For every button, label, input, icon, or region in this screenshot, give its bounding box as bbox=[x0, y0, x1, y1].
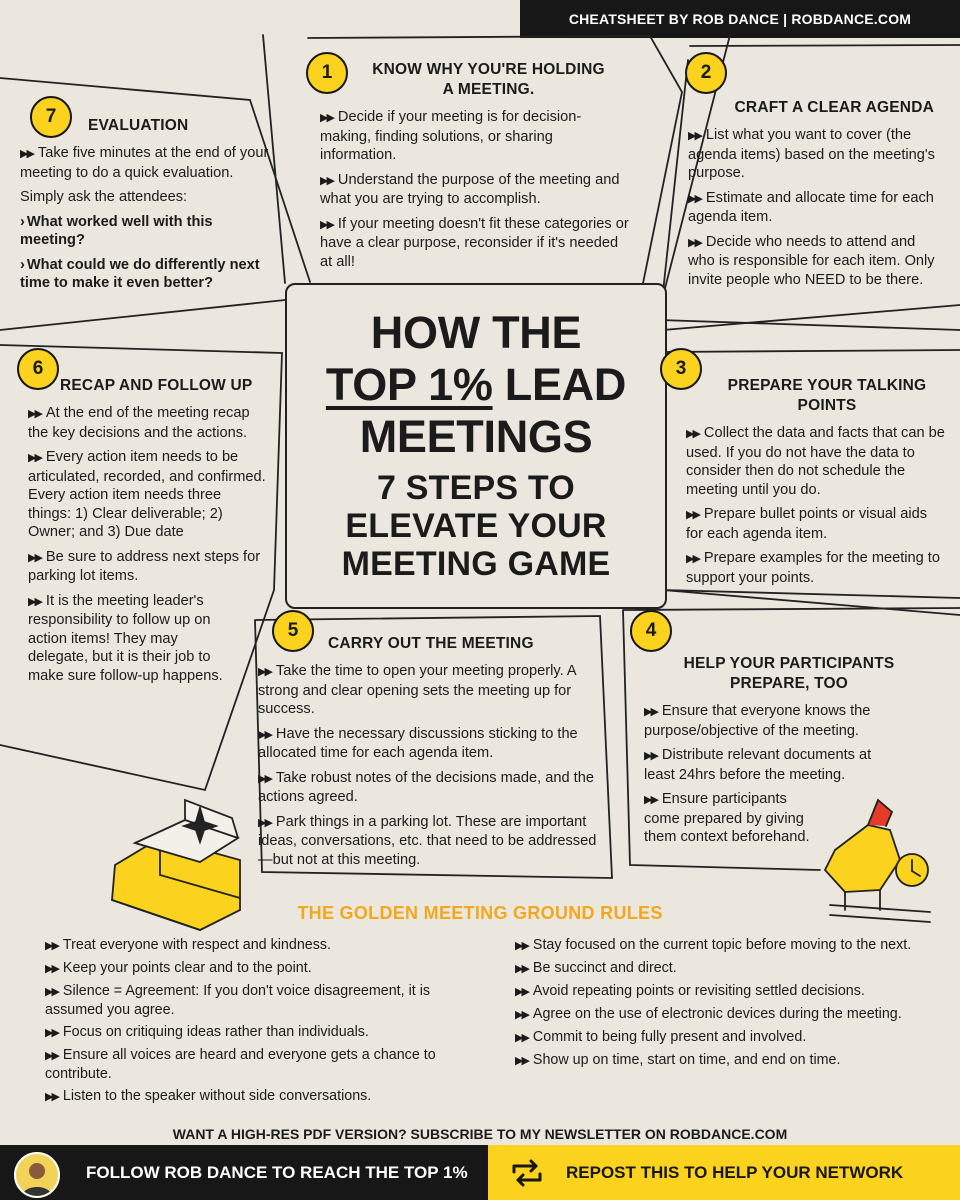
step-1-heading bbox=[320, 60, 632, 100]
fast-forward-icon: ▶▶ bbox=[320, 218, 333, 231]
step-3-heading bbox=[686, 376, 948, 416]
step-7-item bbox=[20, 144, 270, 182]
line-s2-s3 bbox=[663, 305, 960, 330]
fast-forward-icon: ▶▶ bbox=[515, 963, 528, 975]
step-2-number: 2 bbox=[700, 62, 712, 83]
subtitle-line1: 7 STEPS TO bbox=[377, 469, 575, 507]
step-2-item bbox=[688, 126, 946, 183]
fast-forward-icon: ▶▶ bbox=[644, 706, 657, 718]
line-s7-s6 bbox=[0, 300, 285, 330]
step-6-item bbox=[28, 448, 268, 542]
subtitle-line2: ELEVATE YOUR bbox=[345, 507, 607, 545]
header-text: CHEATSHEET BY ROB DANCE | ROBDANCE.COM bbox=[568, 11, 912, 27]
step-4-heading-line1: HELP YOUR PARTICIPANTS bbox=[683, 655, 895, 672]
newsletter-cta[interactable]: WANT A HIGH-RES PDF VERSION? SUBSCRIBE TO MY NEWSLETTER ON ROBDANCE.COM bbox=[172, 1126, 788, 1142]
step-5-number: 5 bbox=[287, 620, 299, 641]
fast-forward-icon: ▶▶ bbox=[686, 428, 699, 440]
rule-item bbox=[515, 1051, 915, 1070]
fast-forward-icon: ▶▶ bbox=[686, 553, 699, 565]
avatar bbox=[14, 1152, 60, 1198]
rule-text: Show up on time, start on time, and end on time. bbox=[532, 1052, 841, 1068]
subtitle-line3: MEETING GAME bbox=[341, 545, 611, 583]
chevron-right-icon: › bbox=[20, 256, 25, 273]
step-4-item-text: Ensure participants come prepared by giving them context beforehand. bbox=[644, 791, 810, 845]
fast-forward-icon: ▶▶ bbox=[515, 986, 528, 998]
step-3-heading-line2: POINTS bbox=[797, 397, 857, 414]
step-1-item-text: Decide if your meeting is for decision-making, finding solutions, or sharing information. bbox=[320, 109, 582, 163]
rule-item bbox=[45, 936, 465, 955]
step-6-item-text: Be sure to address next steps for parking lot items. bbox=[28, 548, 261, 584]
rule-text: Treat everyone with respect and kindness. bbox=[62, 937, 331, 953]
step-5-card bbox=[258, 634, 602, 875]
step-5-item bbox=[258, 813, 602, 870]
step-1-heading-line1: KNOW WHY YOU'RE HOLDING bbox=[372, 61, 605, 78]
step-3-item bbox=[686, 424, 948, 499]
step-7-number: 7 bbox=[45, 106, 57, 127]
step-3-item-text: Prepare bullet points or visual aids for each agenda item. bbox=[686, 506, 928, 542]
step-2-badge bbox=[685, 52, 727, 94]
fast-forward-icon: ▶▶ bbox=[28, 595, 41, 608]
step-4-badge bbox=[630, 610, 672, 652]
step-6-item bbox=[28, 404, 268, 442]
step-2-item-text: List what you want to cover (the agenda items) based on the meeting's purpose. bbox=[688, 127, 935, 181]
fast-forward-icon: ▶▶ bbox=[515, 1055, 528, 1067]
step-4-item bbox=[644, 790, 824, 847]
fast-forward-icon: ▶▶ bbox=[686, 509, 699, 521]
step-6-item bbox=[28, 592, 238, 686]
step-4-number: 4 bbox=[645, 620, 657, 641]
fast-forward-icon: ▶▶ bbox=[515, 1009, 528, 1021]
main-title bbox=[287, 307, 665, 463]
step-6-heading: RECAP AND FOLLOW UP bbox=[60, 377, 253, 394]
step-4-item bbox=[644, 746, 904, 784]
fast-forward-icon: ▶▶ bbox=[688, 236, 701, 249]
step-1-item-text: Understand the purpose of the meeting and what you are trying to accomplish. bbox=[320, 171, 620, 207]
title-underlined: TOP 1% bbox=[325, 359, 493, 410]
step-5-item bbox=[258, 725, 602, 763]
step-7-question bbox=[20, 213, 270, 250]
step-3-item bbox=[686, 505, 948, 543]
rule-item bbox=[45, 1023, 465, 1042]
fast-forward-icon: ▶▶ bbox=[258, 772, 271, 785]
rule-text: Agree on the use of electronic devices during the meeting. bbox=[532, 1006, 902, 1022]
rules-right-column bbox=[515, 936, 915, 1074]
step-7-question bbox=[20, 256, 270, 293]
title-line2-rest: LEAD bbox=[504, 359, 627, 410]
step-5-item-text: Take the time to open your meeting properly. A strong and clear opening sets the meeting up for success. bbox=[258, 663, 576, 717]
fast-forward-icon: ▶▶ bbox=[688, 192, 701, 205]
step-1-card bbox=[320, 60, 632, 277]
step-6-item-text: It is the meeting leader's responsibility to follow up on action items! They may delegate, but it is their job to make sure follow-up happens. bbox=[28, 592, 223, 684]
fast-forward-icon: ▶▶ bbox=[28, 452, 41, 464]
fast-forward-icon: ▶▶ bbox=[28, 408, 41, 420]
title-box bbox=[285, 283, 667, 609]
footer-bar bbox=[0, 1145, 960, 1200]
step-4-card bbox=[644, 654, 934, 853]
golden-rules-heading: THE GOLDEN MEETING GROUND RULES bbox=[297, 903, 663, 923]
step-5-item-text: Take robust notes of the decisions made, and the actions agreed. bbox=[258, 769, 594, 805]
step-5-item bbox=[258, 662, 602, 719]
fast-forward-icon: ▶▶ bbox=[258, 666, 271, 678]
rule-item bbox=[45, 1046, 465, 1083]
step-6-item-text: Every action item needs to be articulated, recorded, and confirmed. Every action item needs three things: 1) Clear deliverable; 2) Owner; and 3) Due date bbox=[28, 449, 266, 540]
fast-forward-icon: ▶▶ bbox=[28, 551, 41, 564]
follow-cta[interactable]: FOLLOW ROB DANCE TO REACH THE TOP 1% bbox=[86, 1162, 468, 1182]
chevron-right-icon: › bbox=[20, 213, 25, 230]
rule-text: Keep your points clear and to the point. bbox=[62, 960, 312, 976]
step-3-item-text: Collect the data and facts that can be used. If you do not have the data to consider then do not schedule the meeting until you do. bbox=[686, 425, 945, 498]
step-1-item bbox=[320, 215, 632, 272]
fast-forward-icon: ▶▶ bbox=[644, 750, 657, 762]
step-6-card bbox=[28, 376, 268, 691]
step-3-heading-line1: PREPARE YOUR TALKING bbox=[727, 377, 927, 394]
step-6-item bbox=[28, 548, 268, 586]
fast-forward-icon: ▶▶ bbox=[515, 1032, 528, 1044]
step-2-item-text: Estimate and allocate time for each agenda item. bbox=[688, 189, 934, 225]
rule-item bbox=[45, 959, 465, 978]
rule-item bbox=[45, 1087, 465, 1106]
step-1-heading-line2: A MEETING. bbox=[442, 81, 535, 98]
step-7-question-text: What could we do differently next time to make it even better? bbox=[20, 256, 260, 291]
step-1-item bbox=[320, 171, 632, 209]
fast-forward-icon: ▶▶ bbox=[320, 174, 333, 187]
fast-forward-icon: ▶▶ bbox=[20, 148, 33, 160]
step-5-heading: CARRY OUT THE MEETING bbox=[328, 635, 534, 652]
step-7-question-text: What worked well with this meeting? bbox=[20, 213, 213, 248]
fast-forward-icon: ▶▶ bbox=[644, 794, 657, 806]
step-7-item-text: Take five minutes at the end of your meeting to do a quick evaluation. bbox=[20, 145, 269, 181]
step-5-item bbox=[258, 769, 602, 807]
fast-forward-icon: ▶▶ bbox=[258, 816, 271, 829]
step-2-heading: CRAFT A CLEAR AGENDA bbox=[734, 99, 934, 116]
step-7-ask: Simply ask the attendees: bbox=[20, 189, 188, 205]
step-3-number: 3 bbox=[675, 358, 687, 379]
fast-forward-icon: ▶▶ bbox=[45, 1027, 58, 1039]
rule-text: Stay focused on the current topic before moving to the next. bbox=[532, 937, 912, 953]
fast-forward-icon: ▶▶ bbox=[320, 112, 333, 124]
rules-left-column bbox=[45, 936, 465, 1110]
rule-text: Commit to being fully present and involved. bbox=[532, 1029, 807, 1045]
step-6-number: 6 bbox=[32, 358, 44, 379]
step-1-item bbox=[320, 108, 632, 165]
step-5-item-text: Park things in a parking lot. These are important ideas, conversations, etc. that need to be addressed—but not at this meeting. bbox=[258, 813, 597, 868]
rule-text: Silence = Agreement: If you don't voice disagreement, it is assumed you agree. bbox=[45, 983, 431, 1018]
rule-text: Focus on critiquing ideas rather than individuals. bbox=[62, 1024, 369, 1040]
step-6-item-text: At the end of the meeting recap the key decisions and the actions. bbox=[28, 405, 250, 441]
fast-forward-icon: ▶▶ bbox=[45, 940, 58, 952]
step-3-item-text: Prepare examples for the meeting to support your points. bbox=[686, 550, 940, 586]
rule-item bbox=[515, 982, 915, 1001]
step-2-item-text: Decide who needs to attend and who is responsible for each item. Only invite people who NEED to be there. bbox=[688, 233, 935, 288]
avatar-illustration bbox=[16, 1154, 58, 1196]
fast-forward-icon: ▶▶ bbox=[45, 963, 58, 975]
step-4-item bbox=[644, 702, 934, 740]
rule-item bbox=[515, 1005, 915, 1024]
rule-item bbox=[45, 982, 465, 1019]
fast-forward-icon: ▶▶ bbox=[515, 940, 528, 952]
repost-icon bbox=[510, 1158, 544, 1188]
fast-forward-icon: ▶▶ bbox=[258, 728, 271, 741]
fast-forward-icon: ▶▶ bbox=[45, 986, 58, 998]
step-1-number: 1 bbox=[321, 62, 333, 83]
step-4-item-text: Ensure that everyone knows the purpose/objective of the meeting. bbox=[644, 703, 871, 739]
rule-item bbox=[515, 936, 915, 955]
step-4-item-text: Distribute relevant documents at least 24hrs before the meeting. bbox=[644, 747, 872, 783]
step-2-card bbox=[688, 98, 946, 295]
step-4-heading-line2: PREPARE, TOO bbox=[729, 675, 849, 692]
subtitle bbox=[287, 469, 665, 583]
repost-label: REPOST THIS TO HELP YOUR NETWORK bbox=[566, 1162, 904, 1182]
step-4-heading bbox=[644, 654, 934, 694]
repost-cta[interactable] bbox=[488, 1145, 960, 1200]
step-3-card bbox=[686, 376, 948, 593]
rule-text: Be succinct and direct. bbox=[532, 960, 677, 976]
step-2-item bbox=[688, 189, 946, 227]
fast-forward-icon: ▶▶ bbox=[688, 130, 701, 142]
step-7-heading: EVALUATION bbox=[88, 117, 189, 134]
fast-forward-icon: ▶▶ bbox=[45, 1091, 58, 1103]
fast-forward-icon: ▶▶ bbox=[45, 1050, 58, 1062]
step-7-card bbox=[20, 116, 270, 299]
step-5-item-text: Have the necessary discussions sticking to the allocated time for each agenda item. bbox=[258, 725, 578, 761]
step-3-item bbox=[686, 549, 948, 587]
step-1-item-text: If your meeting doesn't fit these categories or have a clear purpose, reconsider if it's needed at all! bbox=[320, 215, 629, 270]
rule-text: Listen to the speaker without side conversations. bbox=[62, 1088, 372, 1104]
rule-text: Avoid repeating points or revisiting settled decisions. bbox=[532, 983, 865, 999]
rule-item bbox=[515, 959, 915, 978]
title-line1: HOW THE bbox=[370, 307, 582, 358]
rule-item bbox=[515, 1028, 915, 1047]
step-2-item bbox=[688, 233, 946, 290]
title-line3: MEETINGS bbox=[359, 411, 593, 462]
rule-text: Ensure all voices are heard and everyone gets a chance to contribute. bbox=[45, 1047, 436, 1082]
